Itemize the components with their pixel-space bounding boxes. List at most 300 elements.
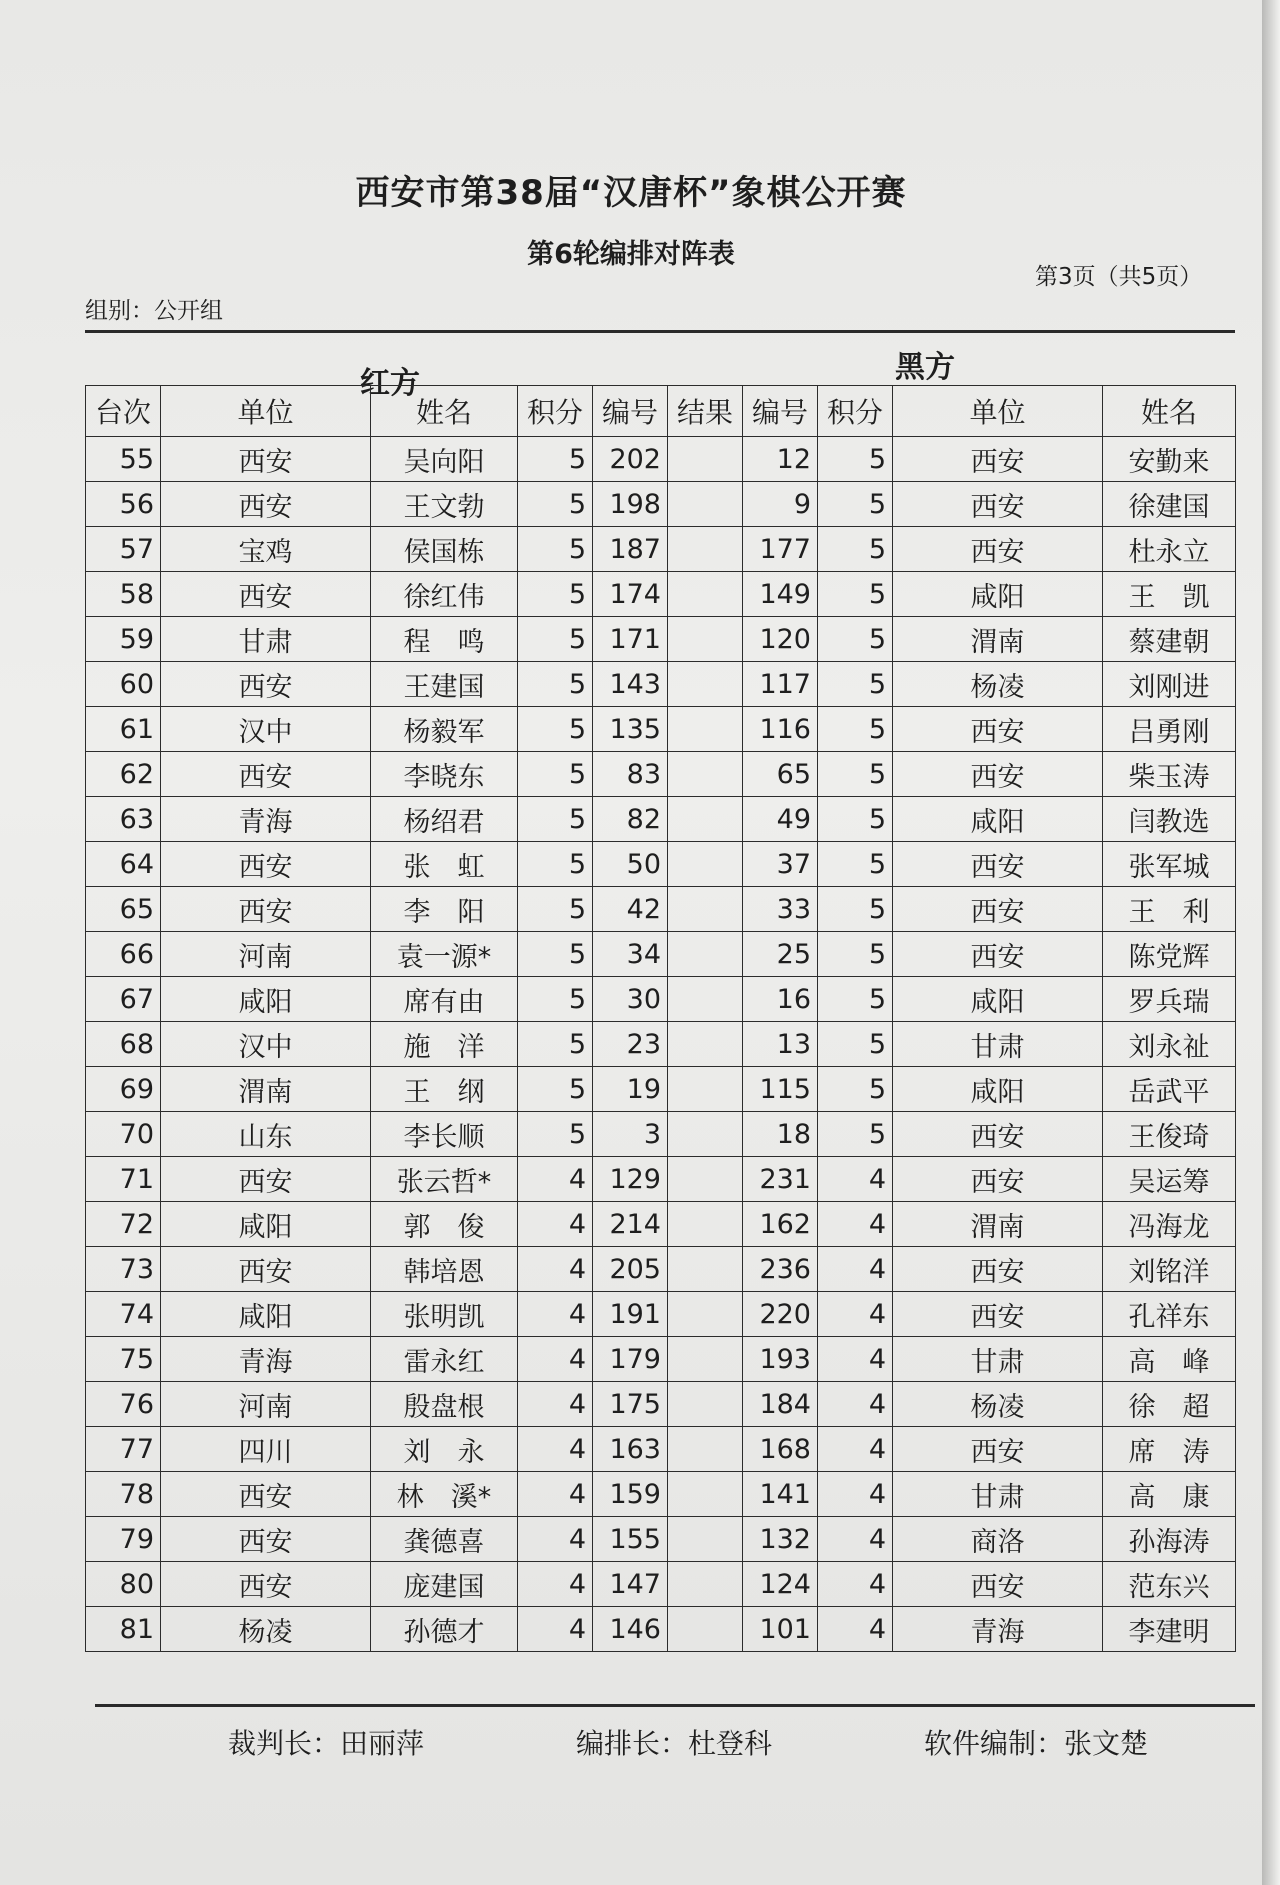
col-header-red-unit: 单位 <box>161 386 371 437</box>
red-unit-cell: 咸阳 <box>161 977 371 1022</box>
board-no-cell: 65 <box>86 887 161 932</box>
table-row <box>86 707 1236 752</box>
result-cell <box>668 1112 743 1157</box>
red-score-cell: 5 <box>518 662 593 707</box>
black-name-cell: 高 康 <box>1103 1472 1236 1517</box>
black-id-cell: 13 <box>743 1022 818 1067</box>
result-cell <box>668 1562 743 1607</box>
red-name-cell: 袁一源* <box>371 932 518 977</box>
red-score-cell: 4 <box>518 1562 593 1607</box>
result-cell <box>668 617 743 662</box>
result-cell <box>668 1157 743 1202</box>
black-id-cell: 231 <box>743 1157 818 1202</box>
board-no-cell: 74 <box>86 1292 161 1337</box>
board-no-cell: 70 <box>86 1112 161 1157</box>
black-name-cell: 吕勇刚 <box>1103 707 1236 752</box>
red-id-cell: 19 <box>593 1067 668 1112</box>
red-unit-cell: 青海 <box>161 797 371 842</box>
red-id-cell: 159 <box>593 1472 668 1517</box>
black-unit-cell: 西安 <box>893 1157 1103 1202</box>
black-id-cell: 37 <box>743 842 818 887</box>
red-id-cell: 174 <box>593 572 668 617</box>
page-edge <box>1262 0 1280 1885</box>
red-unit-cell: 西安 <box>161 1157 371 1202</box>
black-name-cell: 刘铭洋 <box>1103 1247 1236 1292</box>
red-id-cell: 147 <box>593 1562 668 1607</box>
result-cell <box>668 1247 743 1292</box>
document-title: 西安市第38届“汉唐杯”象棋公开赛 <box>355 173 907 213</box>
black-unit-cell: 西安 <box>893 1247 1103 1292</box>
black-score-cell: 5 <box>818 572 893 617</box>
red-unit-cell: 河南 <box>161 1382 371 1427</box>
black-score-cell: 4 <box>818 1157 893 1202</box>
table-row <box>86 1607 1236 1652</box>
red-name-cell: 施 洋 <box>371 1022 518 1067</box>
red-unit-cell: 西安 <box>161 1562 371 1607</box>
board-no-cell: 81 <box>86 1607 161 1652</box>
bottom-rule <box>95 1704 1255 1707</box>
black-id-cell: 12 <box>743 437 818 482</box>
red-id-cell: 146 <box>593 1607 668 1652</box>
black-name-cell: 刘永祉 <box>1103 1022 1236 1067</box>
black-id-cell: 124 <box>743 1562 818 1607</box>
red-unit-cell: 汉中 <box>161 707 371 752</box>
black-id-cell: 132 <box>743 1517 818 1562</box>
table-row <box>86 932 1236 977</box>
red-unit-cell: 甘肃 <box>161 617 371 662</box>
black-name-cell: 岳武平 <box>1103 1067 1236 1112</box>
black-name-cell: 张军城 <box>1103 842 1236 887</box>
black-unit-cell: 西安 <box>893 932 1103 977</box>
red-unit-cell: 咸阳 <box>161 1202 371 1247</box>
black-unit-cell: 渭南 <box>893 617 1103 662</box>
black-id-cell: 116 <box>743 707 818 752</box>
red-unit-cell: 宝鸡 <box>161 527 371 572</box>
document-subtitle: 第6轮编排对阵表 <box>527 239 735 270</box>
table-row <box>86 1157 1236 1202</box>
board-no-cell: 77 <box>86 1427 161 1472</box>
black-unit-cell: 甘肃 <box>893 1022 1103 1067</box>
black-unit-cell: 西安 <box>893 437 1103 482</box>
table-row <box>86 797 1236 842</box>
red-score-cell: 5 <box>518 617 593 662</box>
table-row <box>86 437 1236 482</box>
black-unit-cell: 西安 <box>893 1112 1103 1157</box>
black-name-cell: 李建明 <box>1103 1607 1236 1652</box>
board-no-cell: 75 <box>86 1337 161 1382</box>
red-score-cell: 4 <box>518 1472 593 1517</box>
black-id-cell: 120 <box>743 617 818 662</box>
red-id-cell: 171 <box>593 617 668 662</box>
red-side-label: 红方 <box>360 366 420 401</box>
black-id-cell: 220 <box>743 1292 818 1337</box>
red-name-cell: 张明凯 <box>371 1292 518 1337</box>
red-score-cell: 5 <box>518 707 593 752</box>
black-name-cell: 高 峰 <box>1103 1337 1236 1382</box>
black-unit-cell: 西安 <box>893 1292 1103 1337</box>
black-score-cell: 5 <box>818 1112 893 1157</box>
board-no-cell: 56 <box>86 482 161 527</box>
black-unit-cell: 咸阳 <box>893 572 1103 617</box>
red-id-cell: 175 <box>593 1382 668 1427</box>
board-no-cell: 73 <box>86 1247 161 1292</box>
board-no-cell: 71 <box>86 1157 161 1202</box>
black-score-cell: 5 <box>818 932 893 977</box>
red-name-cell: 李晓东 <box>371 752 518 797</box>
red-id-cell: 83 <box>593 752 668 797</box>
red-score-cell: 5 <box>518 1112 593 1157</box>
board-no-cell: 79 <box>86 1517 161 1562</box>
black-id-cell: 33 <box>743 887 818 932</box>
table-row <box>86 842 1236 887</box>
red-name-cell: 张 虹 <box>371 842 518 887</box>
result-cell <box>668 437 743 482</box>
col-header-red-id: 编号 <box>593 386 668 437</box>
red-name-cell: 王 纲 <box>371 1067 518 1112</box>
black-id-cell: 65 <box>743 752 818 797</box>
table-row <box>86 1022 1236 1067</box>
black-score-cell: 5 <box>818 842 893 887</box>
red-score-cell: 4 <box>518 1607 593 1652</box>
black-score-cell: 5 <box>818 977 893 1022</box>
red-score-cell: 5 <box>518 932 593 977</box>
red-id-cell: 23 <box>593 1022 668 1067</box>
board-no-cell: 78 <box>86 1472 161 1517</box>
black-unit-cell: 西安 <box>893 752 1103 797</box>
black-id-cell: 168 <box>743 1427 818 1472</box>
black-name-cell: 吴运筹 <box>1103 1157 1236 1202</box>
black-score-cell: 5 <box>818 527 893 572</box>
software-credit: 软件编制：张文楚 <box>924 1727 1149 1760</box>
col-header-black-unit: 单位 <box>893 386 1103 437</box>
red-unit-cell: 西安 <box>161 887 371 932</box>
table-row <box>86 1562 1236 1607</box>
col-header-red-score: 积分 <box>518 386 593 437</box>
board-no-cell: 67 <box>86 977 161 1022</box>
result-cell <box>668 572 743 617</box>
red-score-cell: 4 <box>518 1247 593 1292</box>
black-unit-cell: 甘肃 <box>893 1337 1103 1382</box>
black-unit-cell: 西安 <box>893 527 1103 572</box>
table-row <box>86 572 1236 617</box>
red-name-cell: 韩培恩 <box>371 1247 518 1292</box>
black-score-cell: 4 <box>818 1607 893 1652</box>
red-score-cell: 5 <box>518 842 593 887</box>
table-row <box>86 1382 1236 1427</box>
black-score-cell: 5 <box>818 1022 893 1067</box>
red-unit-cell: 汉中 <box>161 1022 371 1067</box>
board-no-cell: 57 <box>86 527 161 572</box>
black-score-cell: 4 <box>818 1517 893 1562</box>
red-id-cell: 34 <box>593 932 668 977</box>
result-cell <box>668 1292 743 1337</box>
black-unit-cell: 咸阳 <box>893 797 1103 842</box>
red-unit-cell: 西安 <box>161 1247 371 1292</box>
board-no-cell: 58 <box>86 572 161 617</box>
red-score-cell: 5 <box>518 752 593 797</box>
black-name-cell: 安勤来 <box>1103 437 1236 482</box>
red-name-cell: 龚德喜 <box>371 1517 518 1562</box>
black-score-cell: 5 <box>818 752 893 797</box>
black-score-cell: 4 <box>818 1472 893 1517</box>
red-name-cell: 庞建国 <box>371 1562 518 1607</box>
red-id-cell: 135 <box>593 707 668 752</box>
red-unit-cell: 咸阳 <box>161 1292 371 1337</box>
black-name-cell: 闫教选 <box>1103 797 1236 842</box>
black-score-cell: 5 <box>818 1067 893 1112</box>
table-row <box>86 1472 1236 1517</box>
board-no-cell: 72 <box>86 1202 161 1247</box>
result-cell <box>668 1067 743 1112</box>
table-row <box>86 1247 1236 1292</box>
black-score-cell: 5 <box>818 617 893 662</box>
black-id-cell: 9 <box>743 482 818 527</box>
black-score-cell: 5 <box>818 797 893 842</box>
black-score-cell: 5 <box>818 437 893 482</box>
red-unit-cell: 杨凌 <box>161 1607 371 1652</box>
result-cell <box>668 1022 743 1067</box>
result-cell <box>668 1517 743 1562</box>
chief-referee: 裁判长：田丽萍 <box>228 1727 425 1760</box>
red-score-cell: 5 <box>518 572 593 617</box>
red-id-cell: 30 <box>593 977 668 1022</box>
red-score-cell: 4 <box>518 1382 593 1427</box>
black-score-cell: 5 <box>818 887 893 932</box>
black-name-cell: 席 涛 <box>1103 1427 1236 1472</box>
black-id-cell: 25 <box>743 932 818 977</box>
red-score-cell: 5 <box>518 887 593 932</box>
red-id-cell: 42 <box>593 887 668 932</box>
red-score-cell: 5 <box>518 1067 593 1112</box>
black-id-cell: 193 <box>743 1337 818 1382</box>
black-id-cell: 141 <box>743 1472 818 1517</box>
board-no-cell: 76 <box>86 1382 161 1427</box>
board-no-cell: 64 <box>86 842 161 887</box>
black-score-cell: 5 <box>818 707 893 752</box>
red-unit-cell: 西安 <box>161 752 371 797</box>
black-unit-cell: 西安 <box>893 482 1103 527</box>
black-name-cell: 罗兵瑞 <box>1103 977 1236 1022</box>
board-no-cell: 62 <box>86 752 161 797</box>
red-id-cell: 155 <box>593 1517 668 1562</box>
black-name-cell: 王俊琦 <box>1103 1112 1236 1157</box>
red-unit-cell: 西安 <box>161 842 371 887</box>
black-name-cell: 冯海龙 <box>1103 1202 1236 1247</box>
pairings-table <box>85 385 1236 1652</box>
table-row <box>86 527 1236 572</box>
red-id-cell: 129 <box>593 1157 668 1202</box>
col-header-black-score: 积分 <box>818 386 893 437</box>
black-name-cell: 柴玉涛 <box>1103 752 1236 797</box>
black-name-cell: 孔祥东 <box>1103 1292 1236 1337</box>
black-id-cell: 162 <box>743 1202 818 1247</box>
red-score-cell: 5 <box>518 482 593 527</box>
red-unit-cell: 西安 <box>161 482 371 527</box>
black-unit-cell: 西安 <box>893 842 1103 887</box>
group-label: 组别：公开组 <box>85 298 223 324</box>
black-unit-cell: 西安 <box>893 1562 1103 1607</box>
black-score-cell: 5 <box>818 482 893 527</box>
black-unit-cell: 杨凌 <box>893 662 1103 707</box>
table-body <box>86 437 1236 1652</box>
red-score-cell: 5 <box>518 1022 593 1067</box>
black-name-cell: 蔡建朝 <box>1103 617 1236 662</box>
table-row <box>86 482 1236 527</box>
red-unit-cell: 四川 <box>161 1427 371 1472</box>
result-cell <box>668 752 743 797</box>
red-id-cell: 202 <box>593 437 668 482</box>
black-unit-cell: 商洛 <box>893 1517 1103 1562</box>
black-id-cell: 236 <box>743 1247 818 1292</box>
result-cell <box>668 932 743 977</box>
red-score-cell: 4 <box>518 1517 593 1562</box>
result-cell <box>668 797 743 842</box>
black-unit-cell: 西安 <box>893 707 1103 752</box>
red-unit-cell: 西安 <box>161 437 371 482</box>
col-header-black-id: 编号 <box>743 386 818 437</box>
red-id-cell: 214 <box>593 1202 668 1247</box>
board-no-cell: 59 <box>86 617 161 662</box>
red-name-cell: 李长顺 <box>371 1112 518 1157</box>
black-id-cell: 115 <box>743 1067 818 1112</box>
col-header-result: 结果 <box>668 386 743 437</box>
black-unit-cell: 渭南 <box>893 1202 1103 1247</box>
table-row <box>86 977 1236 1022</box>
table-row <box>86 617 1236 662</box>
black-id-cell: 149 <box>743 572 818 617</box>
board-no-cell: 60 <box>86 662 161 707</box>
red-score-cell: 4 <box>518 1292 593 1337</box>
black-name-cell: 徐 超 <box>1103 1382 1236 1427</box>
red-name-cell: 郭 俊 <box>371 1202 518 1247</box>
red-id-cell: 205 <box>593 1247 668 1292</box>
red-id-cell: 198 <box>593 482 668 527</box>
black-unit-cell: 西安 <box>893 1427 1103 1472</box>
red-unit-cell: 西安 <box>161 1472 371 1517</box>
red-name-cell: 孙德才 <box>371 1607 518 1652</box>
black-name-cell: 孙海涛 <box>1103 1517 1236 1562</box>
red-unit-cell: 西安 <box>161 662 371 707</box>
red-id-cell: 187 <box>593 527 668 572</box>
black-score-cell: 4 <box>818 1382 893 1427</box>
black-score-cell: 4 <box>818 1247 893 1292</box>
red-name-cell: 林 溪* <box>371 1472 518 1517</box>
black-name-cell: 王 利 <box>1103 887 1236 932</box>
col-header-black-name: 姓名 <box>1103 386 1236 437</box>
red-id-cell: 50 <box>593 842 668 887</box>
red-name-cell: 杨绍君 <box>371 797 518 842</box>
table-row <box>86 1427 1236 1472</box>
red-id-cell: 163 <box>593 1427 668 1472</box>
result-cell <box>668 662 743 707</box>
red-score-cell: 4 <box>518 1157 593 1202</box>
red-score-cell: 4 <box>518 1202 593 1247</box>
red-name-cell: 刘 永 <box>371 1427 518 1472</box>
col-header-board: 台次 <box>86 386 161 437</box>
result-cell <box>668 527 743 572</box>
red-unit-cell: 青海 <box>161 1337 371 1382</box>
black-id-cell: 16 <box>743 977 818 1022</box>
black-unit-cell: 咸阳 <box>893 1067 1103 1112</box>
red-name-cell: 李 阳 <box>371 887 518 932</box>
black-score-cell: 4 <box>818 1292 893 1337</box>
black-id-cell: 177 <box>743 527 818 572</box>
red-name-cell: 杨毅军 <box>371 707 518 752</box>
board-no-cell: 63 <box>86 797 161 842</box>
table-row <box>86 1112 1236 1157</box>
table-row <box>86 1517 1236 1562</box>
red-score-cell: 4 <box>518 1427 593 1472</box>
black-unit-cell: 西安 <box>893 887 1103 932</box>
black-name-cell: 刘刚进 <box>1103 662 1236 707</box>
red-id-cell: 82 <box>593 797 668 842</box>
arranger: 编排长：杜登科 <box>576 1727 773 1760</box>
result-cell <box>668 1337 743 1382</box>
red-id-cell: 3 <box>593 1112 668 1157</box>
red-name-cell: 徐红伟 <box>371 572 518 617</box>
black-score-cell: 4 <box>818 1562 893 1607</box>
table-row <box>86 1292 1236 1337</box>
red-unit-cell: 渭南 <box>161 1067 371 1112</box>
board-no-cell: 69 <box>86 1067 161 1112</box>
board-no-cell: 68 <box>86 1022 161 1067</box>
red-id-cell: 143 <box>593 662 668 707</box>
black-name-cell: 徐建国 <box>1103 482 1236 527</box>
red-name-cell: 殷盘根 <box>371 1382 518 1427</box>
result-cell <box>668 1472 743 1517</box>
black-id-cell: 101 <box>743 1607 818 1652</box>
red-name-cell: 吴向阳 <box>371 437 518 482</box>
red-id-cell: 179 <box>593 1337 668 1382</box>
board-no-cell: 66 <box>86 932 161 977</box>
black-name-cell: 陈党辉 <box>1103 932 1236 977</box>
page-indicator: 第3页（共5页） <box>1035 264 1203 290</box>
table-row <box>86 662 1236 707</box>
col-header-red-name: 姓名 <box>371 386 518 437</box>
table-row <box>86 887 1236 932</box>
black-name-cell: 范东兴 <box>1103 1562 1236 1607</box>
red-score-cell: 5 <box>518 977 593 1022</box>
black-score-cell: 4 <box>818 1337 893 1382</box>
red-name-cell: 侯国栋 <box>371 527 518 572</box>
result-cell <box>668 482 743 527</box>
red-score-cell: 5 <box>518 527 593 572</box>
black-unit-cell: 甘肃 <box>893 1472 1103 1517</box>
board-no-cell: 55 <box>86 437 161 482</box>
black-id-cell: 184 <box>743 1382 818 1427</box>
red-name-cell: 王建国 <box>371 662 518 707</box>
result-cell <box>668 1202 743 1247</box>
black-score-cell: 4 <box>818 1202 893 1247</box>
red-name-cell: 雷永红 <box>371 1337 518 1382</box>
black-score-cell: 4 <box>818 1427 893 1472</box>
table-header-row <box>86 386 1236 437</box>
red-unit-cell: 西安 <box>161 572 371 617</box>
red-id-cell: 191 <box>593 1292 668 1337</box>
result-cell <box>668 707 743 752</box>
red-score-cell: 4 <box>518 1337 593 1382</box>
table-row <box>86 1202 1236 1247</box>
black-score-cell: 5 <box>818 662 893 707</box>
black-side-label: 黑方 <box>895 350 955 385</box>
red-name-cell: 张云哲* <box>371 1157 518 1202</box>
table-row <box>86 1067 1236 1112</box>
black-id-cell: 117 <box>743 662 818 707</box>
black-unit-cell: 青海 <box>893 1607 1103 1652</box>
result-cell <box>668 1607 743 1652</box>
red-score-cell: 5 <box>518 797 593 842</box>
board-no-cell: 80 <box>86 1562 161 1607</box>
